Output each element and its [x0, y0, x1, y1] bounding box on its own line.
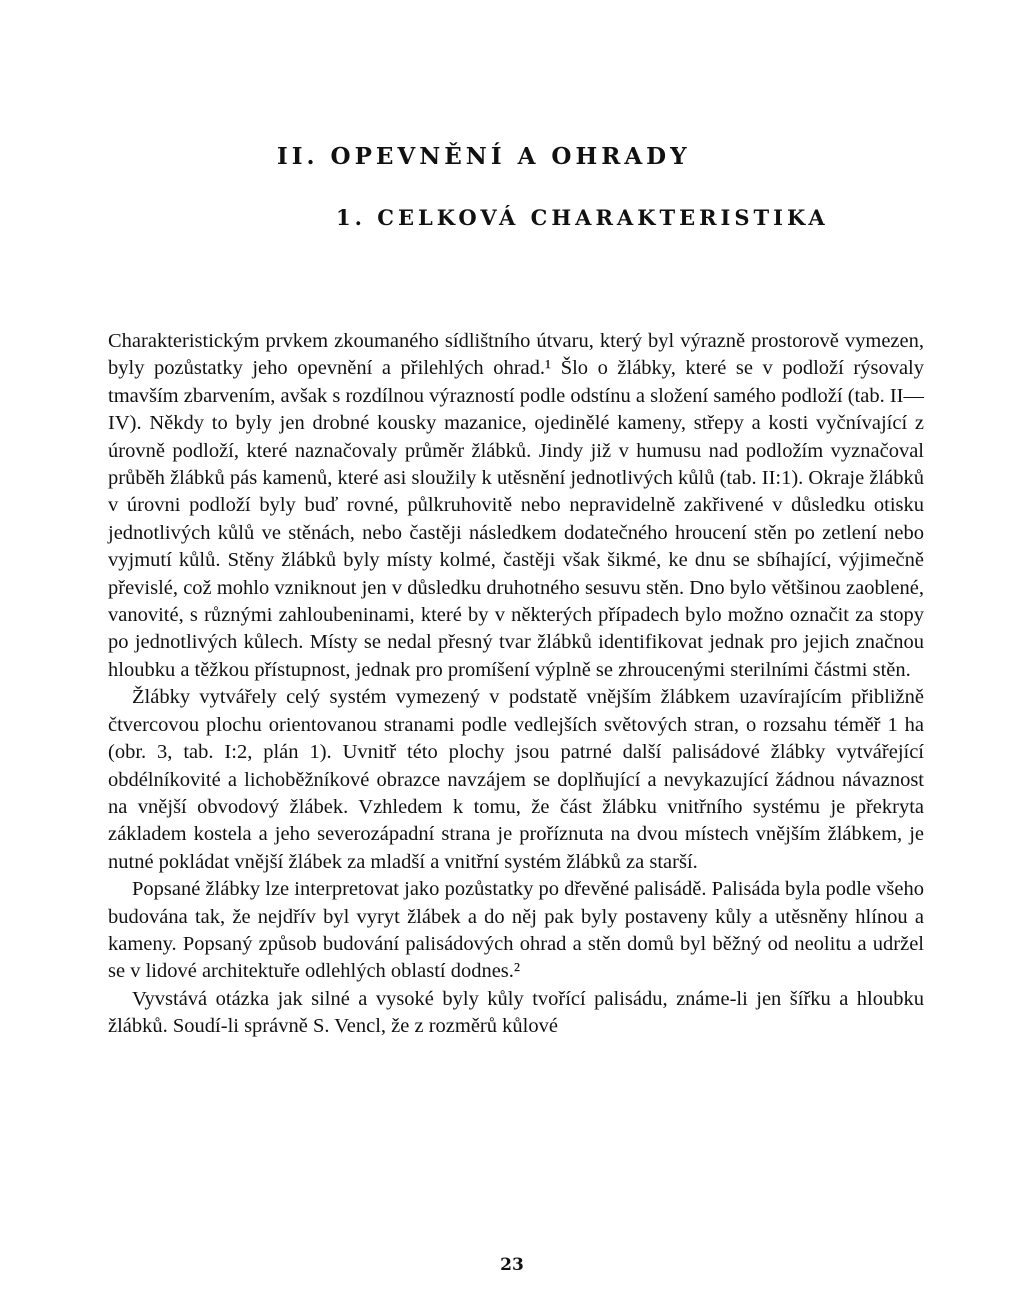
paragraph: Žlábky vytvářely celý systém vymezený v podstatě vnějším žlábkem uzavírajícím přibližně čtvercovou plochu orientovanou stranami podle vedlejších světových stran, o rozsahu téměř 1 ha (obr. 3, tab. I:2, plán 1). Uvnitř této plochy jsou patrné další palisádové žlábky vytvářející obdélníkovité a lichoběžníkové obrazce navzájem se doplňující a nevykazující žádnou návaznost na vnější obvodový žlábek. Vzhledem k tomu, že část žlábku vnitřního systému je překryta základem kostela a jeho severozápadní strana je proříznuta na dvou místech vnějším žlábkem, je nutné pokládat vnější žlábek za mladší a vnitřní systém žlábků za starší. — [108, 686, 924, 873]
paragraph: Charakteristickým prvkem zkoumaného sídlištního útvaru, který byl výrazně prostorově vymezen, byly pozůstatky jeho opevnění a přilehlých ohrad.¹ Šlo o žlábky, které se v podloží rýsovaly tmavším zbarvením, avšak s rozdílnou výrazností podle odstínu a složení samého podloží (tab. II—IV). Někdy to byly jen drobné kousky mazanice, ojedinělé kameny, střepy a kosti vyčnívající z úrovně podloží, které naznačovaly průměr žlábků. Jindy již v humusu nad podložím vyznačoval průběh žlábků pás kamenů, které asi sloužily k utěsnění jednotlivých kůlů (tab. II:1). Okraje žlábků v úrovni podloží byly buď rovné, půlkruhovitě nebo nepravidelně zakřivené v důsledku otisku jednotlivých kůlů ve stěnách, nebo častěji následkem dodatečného hroucení stěn po zetlení nebo vyjmutí kůlů. Stěny žlábků byly místy kolmé, častěji však šikmé, ke dnu se sbíhající, výjimečně převislé, což mohlo vzniknout jen v důsledku druhotného sesuvu stěn. Dno bylo většinou zaoblené, vanovité, s různými zahloubeninami, které by v některých případech bylo možno označit za stopy po jednotlivých kůlech. Místy se nedal přesný tvar žlábků identifikovat jednak pro jejich značnou hloubku a těžkou přístupnost, jednak pro promíšení výplně se zhroucenými sterilními částmi stěn. — [108, 330, 924, 681]
page-number: 23 — [500, 1255, 524, 1275]
body-text — [108, 328, 924, 1041]
paragraph: Popsané žlábky lze interpretovat jako pozůstatky po dřevěné palisádě. Palisáda byla podle všeho budována tak, že nejdřív byl vyryt žlábek a do něj pak byly postaveny kůly a utěsněny hlínou a kameny. Popsaný způsob budování palisádových ohrad a stěn domů byl běžný od neolitu a udržel se v lidové architektuře odlehlých oblastí dodnes.² — [108, 878, 924, 983]
section-title: 1. CELKOVÁ CHARAKTERISTIKA — [336, 205, 829, 230]
chapter-title: II. OPEVNĚNÍ A OHRADY — [277, 143, 691, 170]
paragraph: Vyvstává otázka jak silné a vysoké byly kůly tvořící palisádu, známe-li jen šířku a hloubku žlábků. Soudí-li správně S. Vencl, že z rozměrů kůlové — [108, 987, 924, 1038]
